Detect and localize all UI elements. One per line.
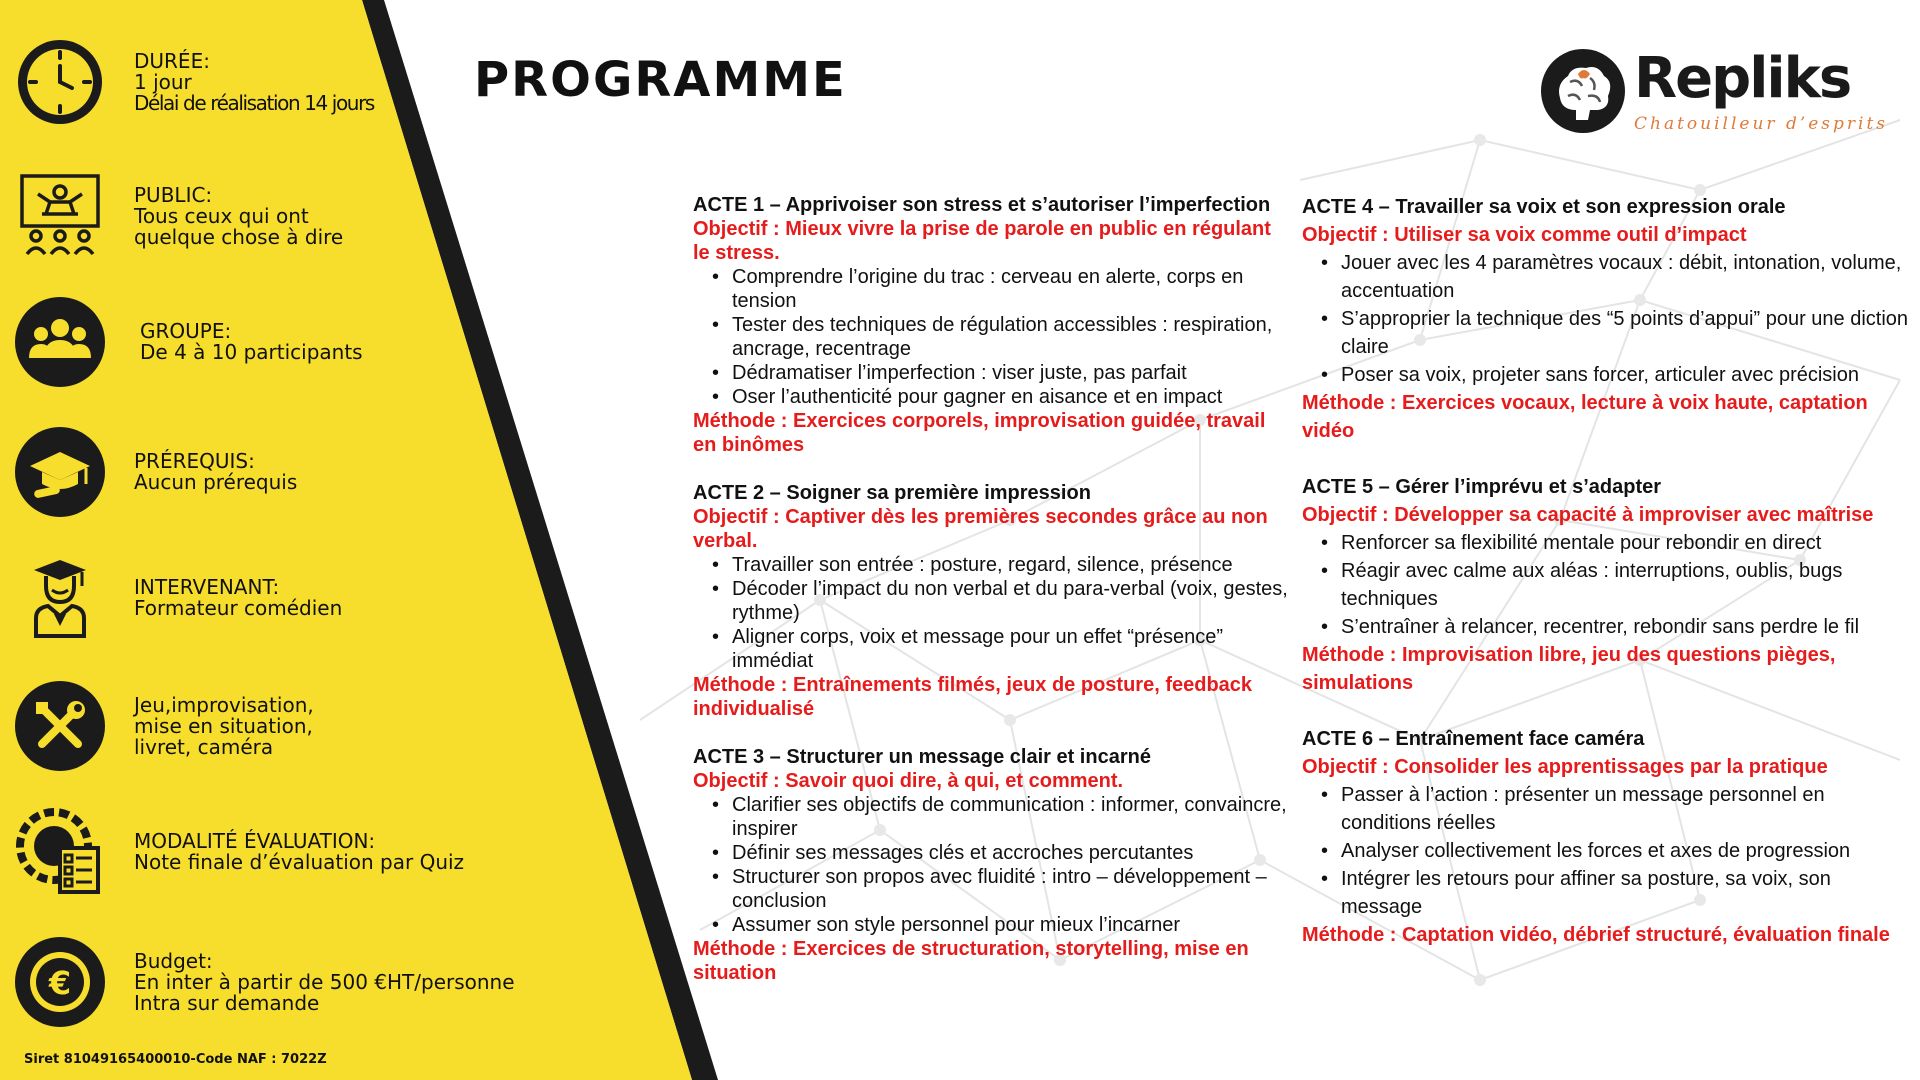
euro-coin-icon: [14, 936, 106, 1028]
acte-block: [1302, 473, 1914, 697]
tools-icon: [14, 680, 106, 772]
acte-methode: Méthode : Captation vidéo, débrief structuré, évaluation finale: [1302, 924, 1890, 946]
acte-bullet: • S’entraîner à relancer, recentrer, rebondir sans perdre le fil: [1341, 613, 1914, 641]
acte-bullet: • Définir ses messages clés et accroches percutantes: [732, 841, 1293, 865]
program-column-left: [693, 193, 1293, 1009]
acte-bullet-list: [693, 793, 1293, 937]
sidebar-text-duree: [134, 48, 374, 115]
sidebar-label: PUBLIC:: [134, 182, 213, 207]
acte-block: [693, 193, 1293, 457]
sidebar-item-budget: [14, 936, 515, 1028]
clock-icon: [14, 36, 106, 128]
acte-objectif: Objectif : Consolider les apprentissages par la pratique: [1302, 756, 1828, 778]
logo-tagline: Chatouilleur d’esprits: [1634, 114, 1889, 134]
sidebar-item-moyens: [14, 680, 314, 772]
sidebar-text-budget: [134, 948, 515, 1015]
sidebar-label: Budget:: [134, 948, 213, 973]
acte-objectif: Objectif : Mieux vivre la prise de parole en public en régulant le stress.: [693, 218, 1271, 264]
acte-title: ACTE 1 – Apprivoiser son stress et s’autoriser l’imperfection: [693, 194, 1271, 216]
acte-bullet-list: [693, 265, 1293, 409]
sidebar-line: 1 jour: [134, 69, 192, 94]
graduate-icon: [14, 552, 106, 644]
sidebar-line: mise en situation,: [134, 713, 313, 738]
group-icon: [14, 296, 106, 388]
page-title: PROGRAMME: [474, 52, 847, 108]
sidebar-line: En inter à partir de 500 €HT/personne: [134, 969, 515, 994]
acte-bullet: • Analyser collectivement les forces et axes de progression: [1341, 837, 1914, 865]
acte-bullet-list: [1302, 529, 1914, 641]
sidebar-label: MODALITÉ ÉVALUATION:: [134, 829, 376, 853]
sidebar-item-intervenant: [14, 552, 342, 644]
acte-bullet: • Comprendre l’origine du trac : cerveau en alerte, corps en tension: [732, 265, 1293, 313]
sidebar-line: quelque chose à dire: [134, 224, 344, 249]
sidebar-item-duree: [14, 36, 374, 128]
acte-methode: Méthode : Exercices vocaux, lecture à voix haute, captation vidéo: [1302, 392, 1868, 442]
acte-title: ACTE 3 – Structurer un message clair et incarné: [693, 746, 1151, 768]
sidebar-label: DURÉE:: [134, 48, 210, 73]
acte-title: ACTE 2 – Soigner sa première impression: [693, 482, 1091, 504]
acte-bullet-list: [1302, 249, 1914, 389]
sidebar-line: De 4 à 10 participants: [140, 340, 363, 364]
acte-bullet: • Assumer son style personnel pour mieux l’incarner: [732, 913, 1293, 937]
sidebar-line: Aucun prérequis: [134, 470, 298, 494]
sidebar-text-groupe: [140, 321, 363, 363]
sidebar-item-groupe: [14, 296, 363, 388]
acte-title: ACTE 6 – Entraînement face caméra: [1302, 728, 1645, 750]
acte-methode: Méthode : Exercices de structuration, storytelling, mise en situation: [693, 938, 1249, 984]
brain-logo-icon: [1540, 48, 1626, 134]
sidebar-text-prerequis: [134, 451, 297, 493]
acte-bullet: • Réagir avec calme aux aléas : interruptions, oublis, bugs techniques: [1341, 557, 1914, 613]
program-column-right: [1302, 193, 1914, 977]
acte-bullet: • Structurer son propos avec fluidité : intro – développement – conclusion: [732, 865, 1293, 913]
acte-bullet: • Dédramatiser l’imperfection : viser juste, pas parfait: [732, 361, 1293, 385]
svg-text:€: €: [48, 964, 72, 1002]
sidebar-label: PRÉREQUIS:: [134, 449, 255, 473]
acte-bullet: • Oser l’authenticité pour gagner en aisance et en impact: [732, 385, 1293, 409]
sidebar-item-public: [14, 170, 343, 262]
acte-block: [1302, 725, 1914, 949]
acte-objectif: Objectif : Captiver dès les premières secondes grâce au non verbal.: [693, 506, 1268, 552]
acte-methode: Méthode : Improvisation libre, jeu des questions pièges, simulations: [1302, 644, 1836, 694]
sidebar-line: Délai de réalisation 14 jours: [134, 90, 374, 115]
sidebar-line: Formateur comédien: [134, 596, 343, 620]
acte-bullet: • Aligner corps, voix et message pour un effet “présence” immédiat: [732, 625, 1293, 673]
sidebar-text-evaluation: [134, 831, 464, 873]
sidebar-line: livret, caméra: [134, 734, 274, 759]
acte-bullet: • Travailler son entrée : posture, regard, silence, présence: [732, 553, 1293, 577]
sidebar-item-evaluation: [14, 806, 464, 898]
graduation-cap-icon: [14, 426, 106, 518]
sidebar-label: Jeu,improvisation,: [134, 692, 314, 717]
sidebar-line: Intra sur demande: [134, 990, 320, 1015]
siret-footer: Siret 81049165400010-Code NAF : 7022Z: [24, 1052, 327, 1067]
acte-bullet: • Tester des techniques de régulation accessibles : respiration, ancrage, recentrage: [732, 313, 1293, 361]
acte-methode: Méthode : Exercices corporels, improvisation guidée, travail en binômes: [693, 410, 1266, 456]
presenter-audience-icon: [14, 170, 106, 262]
acte-title: ACTE 4 – Travailler sa voix et son expression orale: [1302, 196, 1786, 218]
acte-bullet: • Renforcer sa flexibilité mentale pour rebondir en direct: [1341, 529, 1914, 557]
sidebar-item-prerequis: [14, 426, 297, 518]
sidebar-text-moyens: [134, 692, 314, 759]
sidebar-line: Note finale d’évaluation par Quiz: [134, 850, 465, 874]
sidebar-text-intervenant: [134, 577, 342, 619]
acte-bullet: • S’approprier la technique des “5 points d’appui” pour une diction claire: [1341, 305, 1914, 361]
acte-bullet: • Intégrer les retours pour affiner sa posture, sa voix, son message: [1341, 865, 1914, 921]
acte-bullet: • Décoder l’impact du non verbal et du para-verbal (voix, gestes, rythme): [732, 577, 1293, 625]
logo: [1538, 46, 1889, 138]
acte-block: [693, 745, 1293, 985]
sidebar-label: GROUPE:: [140, 319, 232, 343]
yellow-panel: [0, 0, 692, 1080]
acte-methode: Méthode : Entraînements filmés, jeux de posture, feedback individualisé: [693, 674, 1253, 720]
acte-bullet-list: [693, 553, 1293, 673]
acte-bullet: • Jouer avec les 4 paramètres vocaux : débit, intonation, volume, accentuation: [1341, 249, 1914, 305]
evaluation-checklist-icon: [14, 806, 106, 898]
acte-title: ACTE 5 – Gérer l’imprévu et s’adapter: [1302, 476, 1662, 498]
acte-block: [1302, 193, 1914, 445]
acte-bullet: • Passer à l’action : présenter un message personnel en conditions réelles: [1341, 781, 1914, 837]
acte-bullet: • Clarifier ses objectifs de communication : informer, convaincre, inspirer: [732, 793, 1293, 841]
acte-objectif: Objectif : Savoir quoi dire, à qui, et comment.: [693, 770, 1124, 792]
acte-bullet-list: [1302, 781, 1914, 921]
acte-objectif: Objectif : Utiliser sa voix comme outil d’impact: [1302, 224, 1747, 246]
sidebar-line: Tous ceux qui ont: [134, 203, 309, 228]
acte-block: [693, 481, 1293, 721]
acte-bullet: • Poser sa voix, projeter sans forcer, articuler avec précision: [1341, 361, 1914, 389]
sidebar-text-public: [134, 182, 344, 249]
acte-objectif: Objectif : Développer sa capacité à improviser avec maîtrise: [1302, 504, 1874, 526]
sidebar-label: INTERVENANT:: [134, 575, 280, 599]
logo-brand: Repliks: [1634, 46, 1851, 111]
